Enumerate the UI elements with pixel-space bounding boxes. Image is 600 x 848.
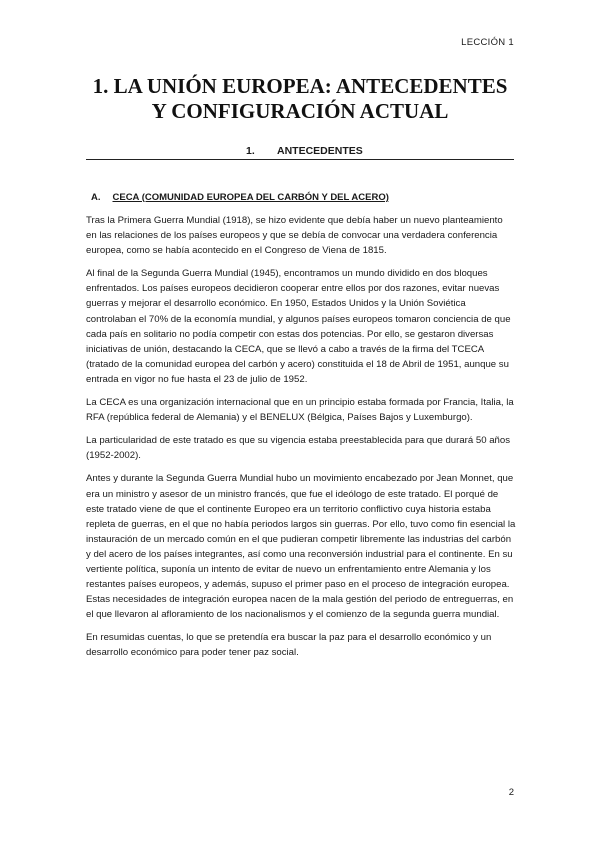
running-header: LECCIÓN 1 [461, 37, 514, 48]
body-text [86, 213, 516, 669]
page-number: 2 [508, 787, 514, 798]
subsection-heading [91, 192, 389, 203]
paragraph: La particularidad de este tratado es que su vigencia estaba preestablecida para que durará 50 años (1952-2002). [86, 435, 511, 462]
paragraph: La CECA es una organización internacional que en un principio estaba formada por Francia, Italia, la RFA (república federal de Alemania) y el BENELUX (Bélgica, Países Bajos y Luxemburgo). [86, 397, 514, 424]
paragraph: Tras la Primera Guerra Mundial (1918), se hizo evidente que debía haber un nuevo planteamiento en las relaciones de los países europeos y que se debía de convocar una verdadera conferencia europea, como se había acontecido en el Congreso de Viena de 1815. [86, 215, 503, 257]
paragraph: Al final de la Segunda Guerra Mundial (1945), encontramos un mundo dividido en dos bloques enfrentados. Los países europeos decidieron cooperar entre ellos por dos razones, evitar nuevas guerras y mejorar el desarrollo económico. En 1950, Estados Unidos y la Unión Soviética controlaban el 70% de la economía mundial, y algunos países europeos tomaron conciencia de que cada país en solitario no podía competir con estas dos potencias. Por ello, se gestaron diversas iniciativas de unión, destacando la CECA, que se llevó a cabo a través de la firma del TCECA (tratado de la comunidad europea del carbón y acero) constituida el 18 de Abril de 1951, aunque su entrada en vigor no fue hasta el 23 de julio de 1952. [86, 268, 511, 385]
section-heading [86, 143, 514, 160]
page-title: 1. LA UNIÓN EUROPEA: ANTECEDENTES Y CONFIGURACIÓN ACTUAL [92, 74, 508, 123]
paragraph: En resumidas cuentas, lo que se pretendía era buscar la paz para el desarrollo económico y un desarrollo económico para poder tener paz social. [86, 632, 492, 659]
section-number: 1. [246, 145, 255, 157]
section-title: ANTECEDENTES [277, 145, 363, 157]
subsection-title: CECA (COMUNIDAD EUROPEA DEL CARBÓN Y DEL ACERO) [112, 192, 389, 203]
paragraph: Antes y durante la Segunda Guerra Mundial hubo un movimiento encabezado por Jean Monnet, que era un ministro y asesor de un ministro francés, que fue el ideólogo de este tratado. El porqué de este tratado viene de que el continente Europeo era un territorio conflictivo cuya historia estaba repleta de guerras, en el que no había periodos largos sin guerras. Por ello, tuvo como fin esencial la instauración de un mercado común en el que pudieran competir libremente las industrias del carbón y del acero de los países integrantes, así como una reconversión industrial para el continente. En su vertiente política, suponía un intento de evitar de nuevo un enfrentamiento entre Alemania y los restantes países europeos, y además, supuso el primer paso en el proceso de integración europea. Estas necesidades de integración europea nacen de la mala gestión del periodo de entreguerras, en el que llevaron al afloramiento de los nacionalismos y el comienzo de la segunda guerra mundial. [86, 473, 516, 621]
subsection-letter: A. [91, 192, 101, 203]
